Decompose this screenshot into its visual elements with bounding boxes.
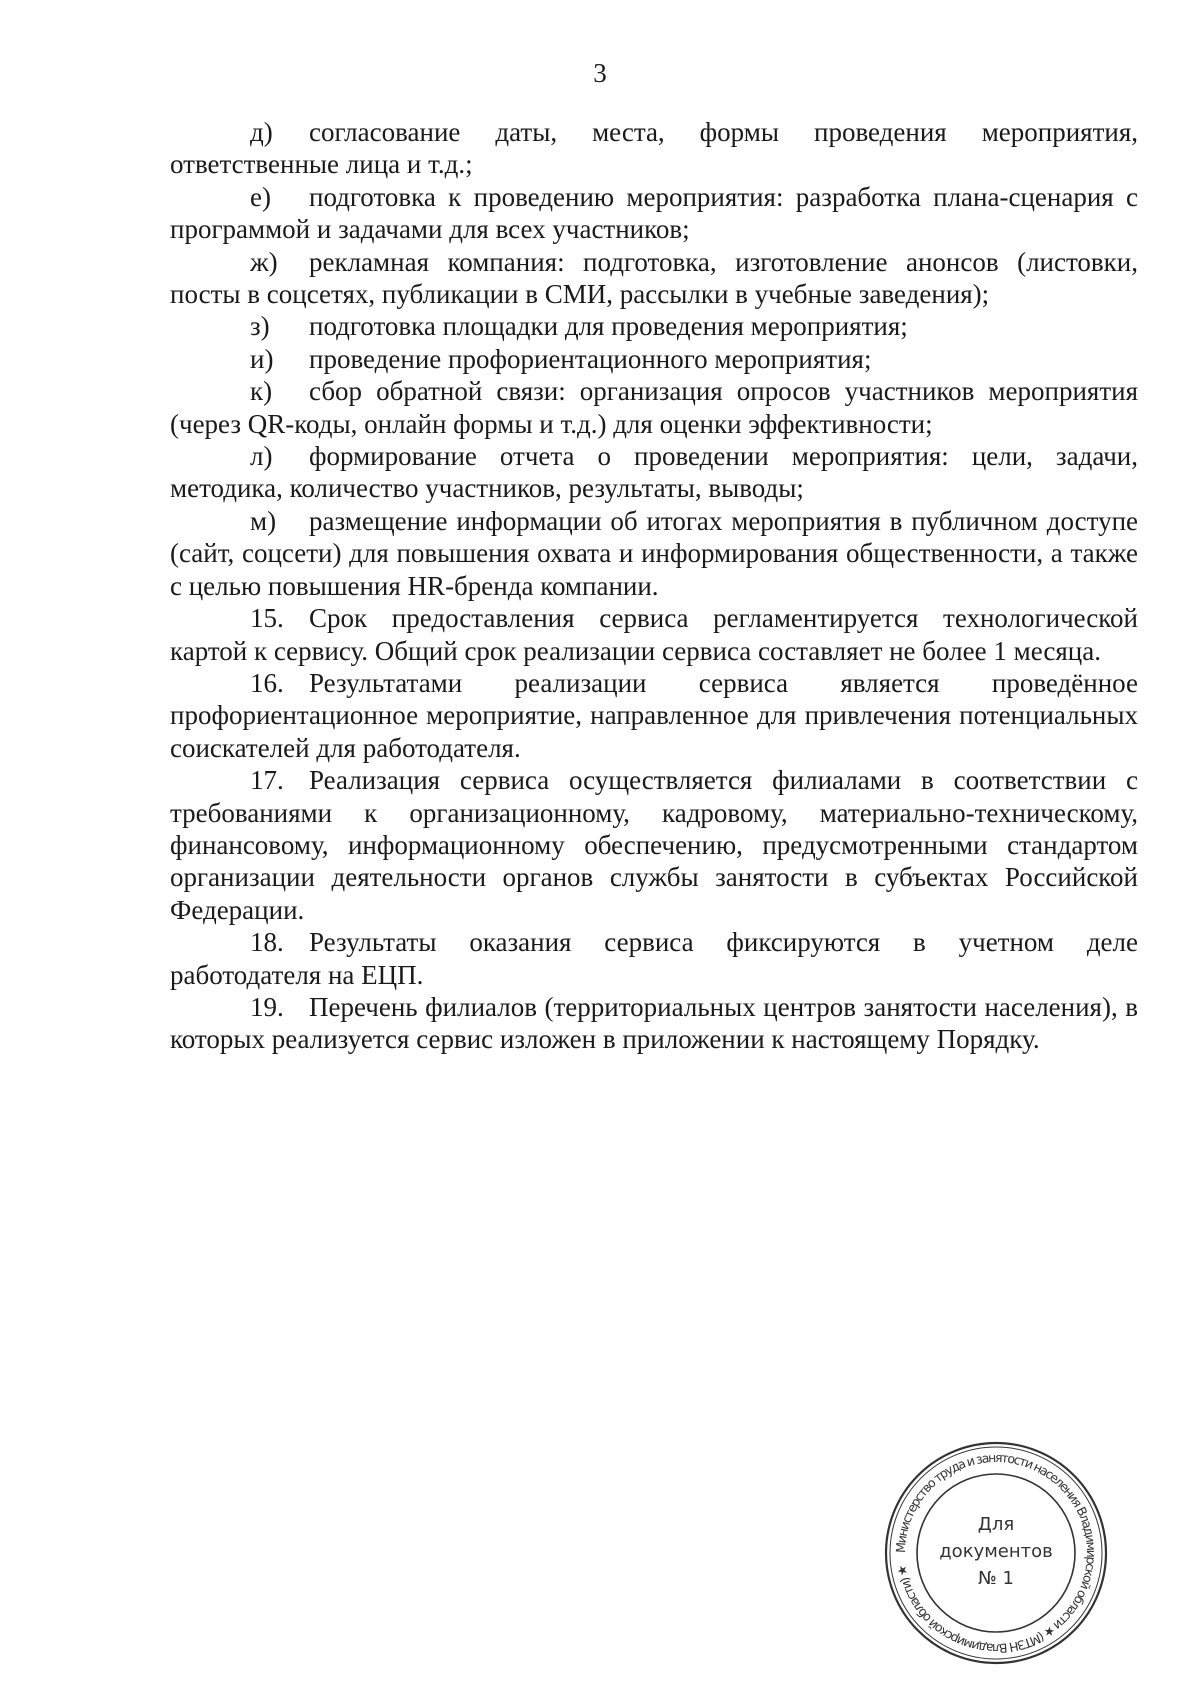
- clause-text: Результаты оказания сервиса фиксируются в учетном деле работодателя на ЕЦП.: [170, 927, 1138, 990]
- list-item-d: [170, 116, 1138, 181]
- item-text: рекламная компания: подготовка, изготовление анонсов (листовки, посты в соцсетях, публикации в СМИ, рассылки в учебные заведения);: [170, 246, 1138, 310]
- clause-text: Результатами реализации сервиса является проведённое профориентационное мероприятие, направленное для привлечения потенциальных соискателей для работодателя.: [170, 667, 1138, 763]
- item-marker: к): [250, 376, 273, 407]
- clause-16: [170, 667, 1138, 764]
- item-text: сбор обратной связи: организация опросов участников мероприятия (через QR-коды, онлайн формы и т.д.) для оценки эффективности;: [170, 376, 1138, 439]
- item-text: размещение информации об итогах мероприятия в публичном доступе (сайт, соцсети) для повышения охвата и информирования общественности, а также с целью повышения HR-бренда компании.: [170, 505, 1138, 601]
- item-text: согласование даты, места, формы проведения мероприятия, ответственные лица и т.д.;: [170, 117, 1138, 180]
- clause-text: Перечень филиалов (территориальных центров занятости населения), в которых реализуется сервис изложен в приложении к настоящему Порядку.: [170, 991, 1138, 1055]
- page-number: 3: [593, 58, 607, 88]
- stamp-ring-textpath: Министерство труда и занятости населения Владимирской области ★ (МТЗН Владимирской области) ★: [892, 1449, 1100, 1657]
- clause-text: Срок предоставления сервиса регламентируется технологической картой к сервису. Общий срок реализации сервиса составляет не более 1 месяца.: [170, 603, 1138, 666]
- item-text: подготовка к проведению мероприятия: разработка плана-сценария с программой и задачами для всех участников;: [170, 181, 1138, 245]
- clause-number: 16.: [250, 667, 284, 698]
- clause-19: [170, 991, 1138, 1056]
- document-body: [170, 116, 1138, 1056]
- list-item-zh: [170, 246, 1138, 311]
- item-marker: е): [250, 181, 271, 212]
- list-item-m: [170, 505, 1138, 602]
- item-marker: ж): [250, 246, 278, 277]
- item-marker: з): [250, 311, 270, 342]
- clause-number: 19.: [250, 991, 284, 1022]
- item-marker: м): [250, 505, 277, 536]
- stamp-line-2: документов: [939, 1541, 1053, 1562]
- item-text: формирование отчета о проведении мероприятия: цели, задачи, методика, количество участников, результаты, выводы;: [170, 441, 1138, 504]
- clause-17: [170, 764, 1138, 926]
- clause-number: 17.: [250, 765, 284, 796]
- stamp-seal-graphic: [883, 1440, 1109, 1666]
- list-item-k: [170, 375, 1138, 440]
- stamp-line-3: № 1: [978, 1568, 1014, 1589]
- clause-15: [170, 602, 1138, 667]
- item-marker: л): [250, 441, 273, 472]
- list-item-z: [170, 310, 1138, 342]
- clause-text: Реализация сервиса осуществляется филиалами в соответствии с требованиями к организационному, кадровому, материально-техническому, финансовому, информационному обеспечению, предусмотренными стандартом организации деятельности органов службы занятости в субъектах Российской Федерации.: [170, 765, 1138, 925]
- list-item-i: [170, 343, 1138, 375]
- official-stamp: [883, 1440, 1109, 1666]
- item-marker: и): [250, 343, 274, 374]
- list-item-e: [170, 181, 1138, 246]
- clause-number: 15.: [250, 603, 284, 634]
- list-item-l: [170, 440, 1138, 505]
- clause-18: [170, 926, 1138, 991]
- clause-number: 18.: [250, 927, 284, 958]
- item-text: проведение профориентационного мероприятия;: [309, 343, 872, 374]
- item-text: подготовка площадки для проведения мероприятия;: [309, 311, 908, 342]
- item-marker: д): [250, 117, 273, 147]
- stamp-line-1: Для: [977, 1514, 1015, 1535]
